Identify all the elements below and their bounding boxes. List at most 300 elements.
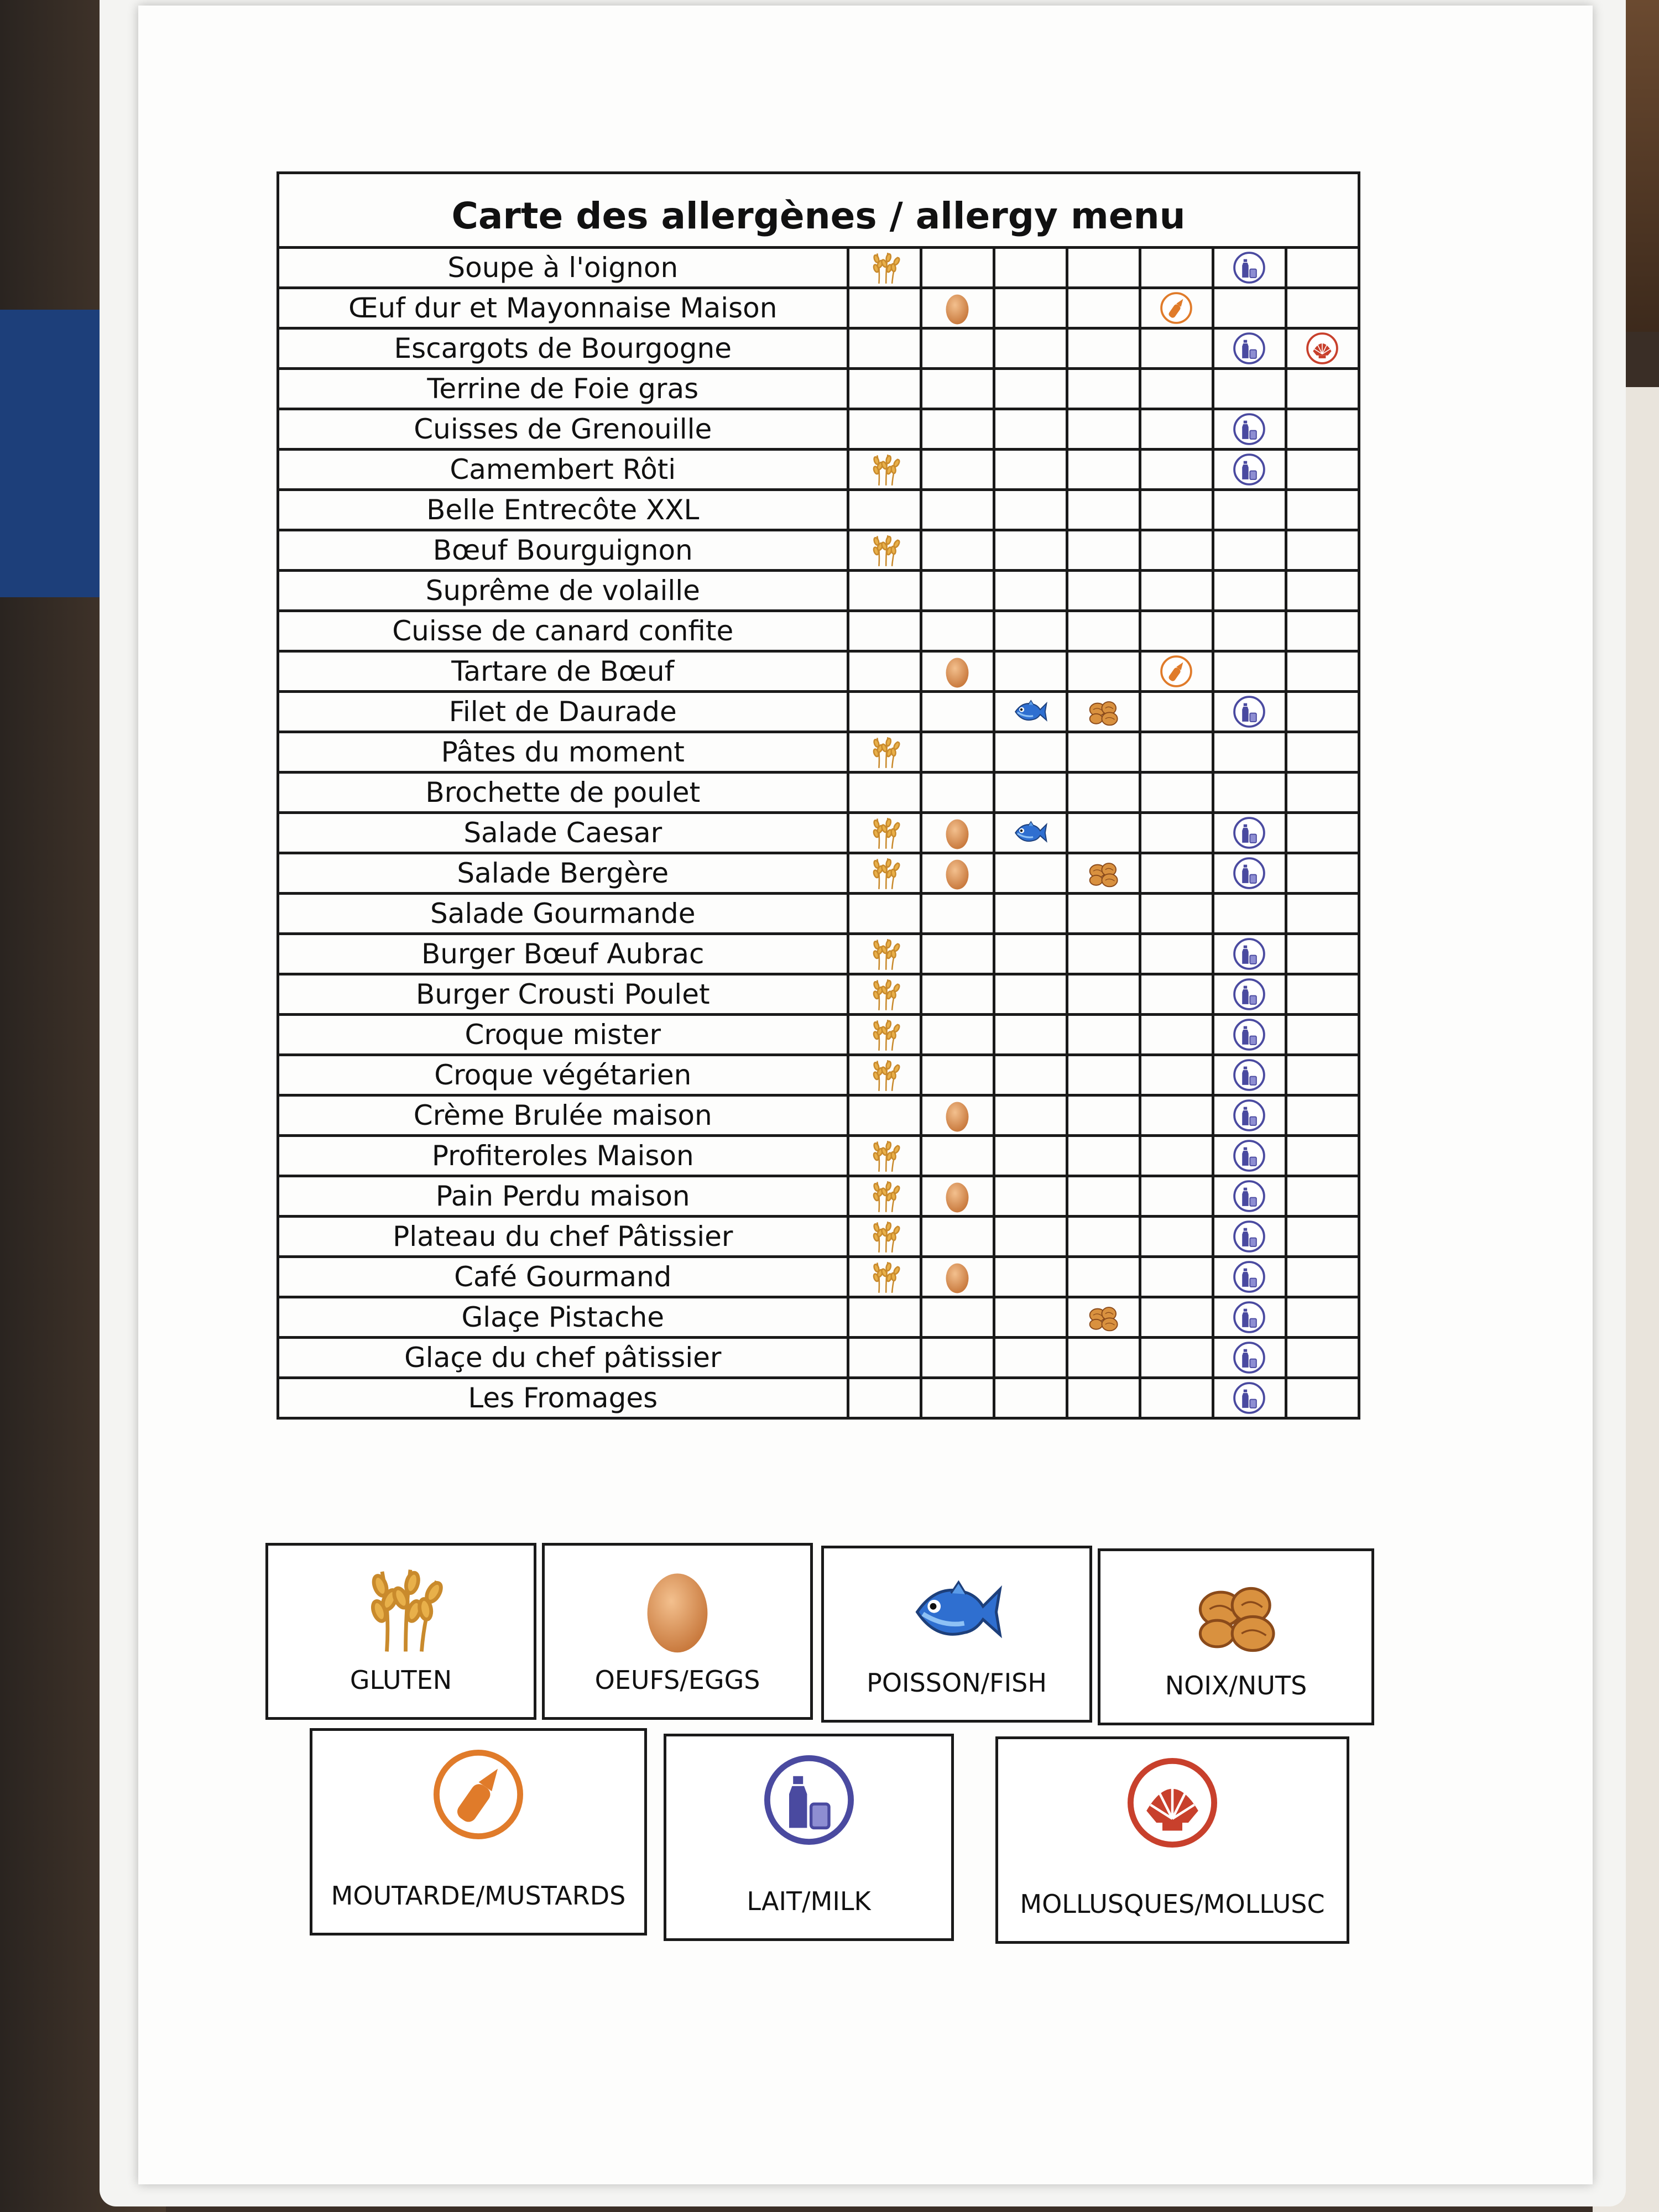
- allergen-cell-fish: [994, 974, 1067, 1015]
- milk-icon: [1232, 1017, 1267, 1052]
- milk-icon: [1232, 1300, 1267, 1335]
- allergen-cell-milk: [1213, 853, 1286, 894]
- allergen-cell-mollusc: [1286, 651, 1359, 692]
- egg-icon: [940, 815, 975, 851]
- wheat-icon: [867, 1219, 902, 1254]
- milk-icon: [1232, 1219, 1267, 1254]
- allergen-cell-milk: [1213, 692, 1286, 732]
- table-row: [278, 692, 1359, 732]
- allergen-cell-fish: [994, 1257, 1067, 1297]
- allergen-cell-fish: [994, 1338, 1067, 1378]
- allergen-cell-nuts: [1067, 1176, 1140, 1217]
- allergen-cell-mollusc: [1286, 1015, 1359, 1055]
- allergen-cell-eggs: [921, 773, 994, 813]
- milk-icon: [1232, 1138, 1267, 1173]
- dish-name: Les Fromages: [278, 1378, 848, 1418]
- allergen-cell-nuts: [1067, 813, 1140, 853]
- allergen-cell-fish: [994, 450, 1067, 490]
- allergen-cell-nuts: [1067, 1378, 1140, 1418]
- allergen-cell-gluten: [848, 571, 921, 611]
- allergen-cell-mustard: [1140, 934, 1213, 974]
- egg-icon: [545, 1559, 810, 1659]
- allergen-cell-mollusc: [1286, 1095, 1359, 1136]
- legend-item-milk: [664, 1734, 954, 1941]
- milk-icon: [1232, 1380, 1267, 1416]
- allergen-cell-mustard: [1140, 813, 1213, 853]
- allergen-cell-mustard: [1140, 409, 1213, 450]
- allergen-cell-fish: [994, 409, 1067, 450]
- allergen-cell-eggs: [921, 288, 994, 328]
- allergen-cell-fish: [994, 328, 1067, 369]
- table-row: [278, 571, 1359, 611]
- allergen-cell-mollusc: [1286, 1136, 1359, 1176]
- allergen-cell-mustard: [1140, 894, 1213, 934]
- allergen-cell-gluten: [848, 853, 921, 894]
- allergen-cell-milk: [1213, 248, 1286, 288]
- allergen-cell-milk: [1213, 1176, 1286, 1217]
- allergen-cell-mollusc: [1286, 1338, 1359, 1378]
- allergen-cell-milk: [1213, 773, 1286, 813]
- egg-icon: [940, 1178, 975, 1214]
- legend-label: MOUTARDE/MUSTARDS: [331, 1881, 626, 1911]
- allergen-cell-eggs: [921, 369, 994, 409]
- milk-icon: [1232, 331, 1267, 366]
- table-row: [278, 1217, 1359, 1257]
- dish-name: Croque mister: [278, 1015, 848, 1055]
- dish-name: Salade Gourmande: [278, 894, 848, 934]
- allergen-cell-mollusc: [1286, 1055, 1359, 1095]
- allergen-cell-mustard: [1140, 1136, 1213, 1176]
- allergen-cell-mustard: [1140, 1055, 1213, 1095]
- allergen-cell-nuts: [1067, 894, 1140, 934]
- allergen-cell-nuts: [1067, 934, 1140, 974]
- allergen-cell-nuts: [1067, 1257, 1140, 1297]
- allergen-cell-eggs: [921, 1217, 994, 1257]
- allergen-cell-eggs: [921, 692, 994, 732]
- dish-name: Filet de Daurade: [278, 692, 848, 732]
- fish-icon: [1013, 815, 1048, 851]
- milk-icon: [1232, 1178, 1267, 1214]
- allergen-cell-mustard: [1140, 530, 1213, 571]
- allergen-cell-nuts: [1067, 1015, 1140, 1055]
- allergen-cell-nuts: [1067, 369, 1140, 409]
- allergen-cell-nuts: [1067, 409, 1140, 450]
- allergen-cell-eggs: [921, 732, 994, 773]
- allergen-cell-mustard: [1140, 773, 1213, 813]
- allergen-cell-gluten: [848, 1015, 921, 1055]
- allergen-cell-milk: [1213, 813, 1286, 853]
- allergen-cell-mollusc: [1286, 571, 1359, 611]
- egg-icon: [940, 1259, 975, 1295]
- allergen-cell-gluten: [848, 369, 921, 409]
- allergen-cell-mollusc: [1286, 1378, 1359, 1418]
- wheat-icon: [867, 734, 902, 770]
- allergen-cell-mustard: [1140, 1297, 1213, 1338]
- allergen-cell-milk: [1213, 1217, 1286, 1257]
- allergen-cell-milk: [1213, 1378, 1286, 1418]
- allergen-cell-eggs: [921, 1257, 994, 1297]
- allergen-cell-milk: [1213, 1297, 1286, 1338]
- table-row: [278, 732, 1359, 773]
- allergen-cell-gluten: [848, 328, 921, 369]
- milk-icon: [1232, 1098, 1267, 1133]
- allergen-cell-mollusc: [1286, 248, 1359, 288]
- milk-icon: [1232, 411, 1267, 447]
- wheat-icon: [867, 452, 902, 487]
- milk-icon: [666, 1750, 951, 1850]
- allergen-cell-nuts: [1067, 1055, 1140, 1095]
- allergen-cell-milk: [1213, 1136, 1286, 1176]
- allergen-cell-fish: [994, 773, 1067, 813]
- table-row: [278, 974, 1359, 1015]
- wheat-icon: [867, 250, 902, 285]
- table-row: [278, 409, 1359, 450]
- table-row: [278, 773, 1359, 813]
- allergen-cell-gluten: [848, 1257, 921, 1297]
- allergen-cell-gluten: [848, 288, 921, 328]
- allergen-cell-gluten: [848, 974, 921, 1015]
- dish-name: Salade Bergère: [278, 853, 848, 894]
- allergen-cell-gluten: [848, 773, 921, 813]
- allergen-cell-milk: [1213, 328, 1286, 369]
- allergen-cell-milk: [1213, 894, 1286, 934]
- allergen-cell-milk: [1213, 530, 1286, 571]
- allergen-cell-eggs: [921, 1176, 994, 1217]
- allergen-cell-milk: [1213, 934, 1286, 974]
- table-row: [278, 813, 1359, 853]
- dish-name: Café Gourmand: [278, 1257, 848, 1297]
- allergen-cell-mustard: [1140, 248, 1213, 288]
- allergen-cell-nuts: [1067, 288, 1140, 328]
- allergen-cell-milk: [1213, 369, 1286, 409]
- allergen-cell-mustard: [1140, 288, 1213, 328]
- allergen-cell-mollusc: [1286, 894, 1359, 934]
- table-row: [278, 1136, 1359, 1176]
- allergen-cell-mollusc: [1286, 369, 1359, 409]
- dish-name: Brochette de poulet: [278, 773, 848, 813]
- allergen-cell-mustard: [1140, 853, 1213, 894]
- allergen-cell-mustard: [1140, 651, 1213, 692]
- allergen-cell-gluten: [848, 1217, 921, 1257]
- allergen-cell-eggs: [921, 571, 994, 611]
- allergen-cell-fish: [994, 248, 1067, 288]
- wheat-icon: [867, 855, 902, 891]
- mustard-icon: [312, 1745, 644, 1844]
- allergen-cell-milk: [1213, 1055, 1286, 1095]
- table-row: [278, 1338, 1359, 1378]
- milk-icon: [1232, 694, 1267, 729]
- legend-item-gluten: [265, 1543, 536, 1720]
- allergen-cell-gluten: [848, 732, 921, 773]
- allergen-cell-mustard: [1140, 1378, 1213, 1418]
- allergen-cell-eggs: [921, 1015, 994, 1055]
- allergen-cell-fish: [994, 369, 1067, 409]
- allergen-cell-mollusc: [1286, 450, 1359, 490]
- allergen-cell-fish: [994, 1378, 1067, 1418]
- allergen-cell-mollusc: [1286, 1217, 1359, 1257]
- allergen-cell-fish: [994, 894, 1067, 934]
- table-row: [278, 1055, 1359, 1095]
- table-row: [278, 450, 1359, 490]
- allergen-cell-mustard: [1140, 490, 1213, 530]
- allergen-cell-milk: [1213, 1015, 1286, 1055]
- legend-item-nuts: [1098, 1548, 1374, 1725]
- legend-label: OEUFS/EGGS: [594, 1665, 760, 1695]
- table-row: [278, 248, 1359, 288]
- milk-icon: [1232, 1057, 1267, 1093]
- allergen-cell-eggs: [921, 934, 994, 974]
- allergen-cell-nuts: [1067, 1297, 1140, 1338]
- allergen-cell-mollusc: [1286, 974, 1359, 1015]
- dish-name: Burger Crousti Poulet: [278, 974, 848, 1015]
- allergen-cell-milk: [1213, 409, 1286, 450]
- allergen-cell-fish: [994, 571, 1067, 611]
- allergen-cell-mollusc: [1286, 409, 1359, 450]
- allergen-cell-fish: [994, 1176, 1067, 1217]
- allergen-cell-eggs: [921, 450, 994, 490]
- dish-name: Cuisses de Grenouille: [278, 409, 848, 450]
- mustard-icon: [1159, 290, 1194, 326]
- allergen-cell-mollusc: [1286, 328, 1359, 369]
- milk-icon: [1232, 1340, 1267, 1375]
- allergen-cell-milk: [1213, 611, 1286, 651]
- table-row: [278, 328, 1359, 369]
- allergen-cell-gluten: [848, 692, 921, 732]
- allergen-cell-mollusc: [1286, 1176, 1359, 1217]
- table-row: [278, 1176, 1359, 1217]
- allergen-cell-nuts: [1067, 651, 1140, 692]
- table-row: [278, 288, 1359, 328]
- allergen-cell-fish: [994, 813, 1067, 853]
- allergen-cell-eggs: [921, 1055, 994, 1095]
- legend-label: MOLLUSQUES/MOLLUSC: [1020, 1889, 1325, 1919]
- allergen-cell-nuts: [1067, 530, 1140, 571]
- allergen-cell-mollusc: [1286, 732, 1359, 773]
- allergen-cell-milk: [1213, 288, 1286, 328]
- allergen-cell-gluten: [848, 813, 921, 853]
- allergen-cell-gluten: [848, 651, 921, 692]
- allergen-cell-eggs: [921, 248, 994, 288]
- wheat-icon: [268, 1559, 534, 1659]
- allergen-cell-mustard: [1140, 369, 1213, 409]
- allergen-cell-fish: [994, 934, 1067, 974]
- wheat-icon: [867, 1178, 902, 1214]
- mollusc-icon: [1305, 331, 1340, 366]
- allergen-cell-mollusc: [1286, 1297, 1359, 1338]
- table-row: [278, 1095, 1359, 1136]
- dish-name: Belle Entrecôte XXL: [278, 490, 848, 530]
- egg-icon: [940, 654, 975, 689]
- allergen-cell-fish: [994, 692, 1067, 732]
- allergen-cell-eggs: [921, 490, 994, 530]
- allergen-cell-gluten: [848, 530, 921, 571]
- dish-name: Pain Perdu maison: [278, 1176, 848, 1217]
- allergen-cell-eggs: [921, 813, 994, 853]
- nuts-icon: [1086, 694, 1121, 729]
- allergen-cell-eggs: [921, 1095, 994, 1136]
- dish-name: Bœuf Bourguignon: [278, 530, 848, 571]
- dish-name: Camembert Rôti: [278, 450, 848, 490]
- milk-icon: [1232, 250, 1267, 285]
- dish-name: Glaçe du chef pâtissier: [278, 1338, 848, 1378]
- allergen-cell-fish: [994, 853, 1067, 894]
- allergen-cell-mollusc: [1286, 692, 1359, 732]
- allergen-cell-gluten: [848, 1136, 921, 1176]
- allergen-cell-gluten: [848, 894, 921, 934]
- allergen-cell-gluten: [848, 409, 921, 450]
- wheat-icon: [867, 1138, 902, 1173]
- allergen-cell-gluten: [848, 1055, 921, 1095]
- egg-icon: [940, 855, 975, 891]
- allergen-cell-mustard: [1140, 1257, 1213, 1297]
- allergen-cell-eggs: [921, 1136, 994, 1176]
- dish-name: Pâtes du moment: [278, 732, 848, 773]
- allergen-cell-eggs: [921, 974, 994, 1015]
- allergen-cell-fish: [994, 1297, 1067, 1338]
- allergen-cell-fish: [994, 611, 1067, 651]
- allergen-cell-nuts: [1067, 611, 1140, 651]
- milk-icon: [1232, 452, 1267, 487]
- milk-icon: [1232, 855, 1267, 891]
- allergen-cell-gluten: [848, 1095, 921, 1136]
- allergen-cell-milk: [1213, 490, 1286, 530]
- table-row: [278, 651, 1359, 692]
- allergen-cell-nuts: [1067, 1217, 1140, 1257]
- allergen-cell-milk: [1213, 1257, 1286, 1297]
- allergen-cell-eggs: [921, 894, 994, 934]
- allergen-cell-eggs: [921, 1378, 994, 1418]
- egg-icon: [940, 290, 975, 326]
- table-row: [278, 490, 1359, 530]
- allergen-cell-milk: [1213, 974, 1286, 1015]
- allergen-cell-eggs: [921, 1338, 994, 1378]
- allergen-cell-gluten: [848, 1378, 921, 1418]
- legend-label: GLUTEN: [349, 1665, 452, 1695]
- wheat-icon: [867, 1017, 902, 1052]
- allergen-cell-mustard: [1140, 1338, 1213, 1378]
- table-row: [278, 1378, 1359, 1418]
- allergen-cell-milk: [1213, 571, 1286, 611]
- table-row: [278, 894, 1359, 934]
- allergen-cell-eggs: [921, 853, 994, 894]
- allergen-cell-fish: [994, 1095, 1067, 1136]
- table-row: [278, 1015, 1359, 1055]
- wheat-icon: [867, 1057, 902, 1093]
- allergen-cell-nuts: [1067, 450, 1140, 490]
- table-row: [278, 934, 1359, 974]
- allergen-cell-fish: [994, 1136, 1067, 1176]
- allergen-cell-nuts: [1067, 853, 1140, 894]
- allergen-cell-mustard: [1140, 1095, 1213, 1136]
- wheat-icon: [867, 815, 902, 851]
- dish-name: Suprême de volaille: [278, 571, 848, 611]
- dish-name: Escargots de Bourgogne: [278, 328, 848, 369]
- milk-icon: [1232, 977, 1267, 1012]
- allergen-cell-mollusc: [1286, 813, 1359, 853]
- allergen-cell-mollusc: [1286, 773, 1359, 813]
- table-row: [278, 853, 1359, 894]
- wheat-icon: [867, 533, 902, 568]
- dish-name: Terrine de Foie gras: [278, 369, 848, 409]
- allergen-cell-gluten: [848, 611, 921, 651]
- allergen-cell-gluten: [848, 1176, 921, 1217]
- allergen-cell-eggs: [921, 651, 994, 692]
- allergen-cell-nuts: [1067, 1095, 1140, 1136]
- allergen-cell-mollusc: [1286, 934, 1359, 974]
- allergen-cell-nuts: [1067, 732, 1140, 773]
- table-row: [278, 1297, 1359, 1338]
- allergen-cell-mustard: [1140, 450, 1213, 490]
- allergen-cell-mollusc: [1286, 490, 1359, 530]
- dish-name: Profiteroles Maison: [278, 1136, 848, 1176]
- allergen-cell-nuts: [1067, 328, 1140, 369]
- fish-icon: [1013, 694, 1048, 729]
- legend-label: POISSON/FISH: [867, 1668, 1047, 1698]
- allergen-cell-milk: [1213, 651, 1286, 692]
- allergen-table: [276, 171, 1360, 1420]
- allergen-cell-milk: [1213, 732, 1286, 773]
- allergen-cell-milk: [1213, 1095, 1286, 1136]
- allergen-cell-fish: [994, 288, 1067, 328]
- allergen-cell-fish: [994, 651, 1067, 692]
- legend-label: LAIT/MILK: [747, 1886, 871, 1916]
- allergen-cell-nuts: [1067, 692, 1140, 732]
- egg-icon: [940, 1098, 975, 1133]
- legend-item-mollusc: [995, 1736, 1349, 1944]
- allergen-cell-milk: [1213, 1338, 1286, 1378]
- allergen-cell-eggs: [921, 409, 994, 450]
- allergen-cell-mustard: [1140, 611, 1213, 651]
- allergen-cell-fish: [994, 1217, 1067, 1257]
- legend-item-fish: [821, 1546, 1092, 1723]
- fish-icon: [824, 1562, 1089, 1662]
- allergen-cell-eggs: [921, 1297, 994, 1338]
- table-row: [278, 611, 1359, 651]
- dish-name: Croque végétarien: [278, 1055, 848, 1095]
- table-row: [278, 530, 1359, 571]
- dish-name: Salade Caesar: [278, 813, 848, 853]
- dish-name: Glaçe Pistache: [278, 1297, 848, 1338]
- dish-name: Crème Brulée maison: [278, 1095, 848, 1136]
- allergen-cell-nuts: [1067, 1338, 1140, 1378]
- allergen-cell-fish: [994, 1055, 1067, 1095]
- mollusc-icon: [998, 1753, 1347, 1853]
- allergen-cell-eggs: [921, 530, 994, 571]
- allergen-cell-mustard: [1140, 1217, 1213, 1257]
- allergen-cell-gluten: [848, 934, 921, 974]
- dish-name: Cuisse de canard confite: [278, 611, 848, 651]
- allergen-cell-eggs: [921, 611, 994, 651]
- allergen-cell-nuts: [1067, 571, 1140, 611]
- allergen-cell-fish: [994, 490, 1067, 530]
- legend-label: NOIX/NUTS: [1165, 1671, 1307, 1700]
- nuts-icon: [1086, 855, 1121, 891]
- dish-name: Tartare de Bœuf: [278, 651, 848, 692]
- allergen-cell-nuts: [1067, 773, 1140, 813]
- dish-name: Burger Bœuf Aubrac: [278, 934, 848, 974]
- allergen-cell-mustard: [1140, 692, 1213, 732]
- allergen-cell-gluten: [848, 248, 921, 288]
- allergen-cell-mollusc: [1286, 1257, 1359, 1297]
- milk-icon: [1232, 815, 1267, 851]
- nuts-icon: [1086, 1300, 1121, 1335]
- allergen-cell-mollusc: [1286, 611, 1359, 651]
- allergen-cell-gluten: [848, 1297, 921, 1338]
- allergen-cell-fish: [994, 530, 1067, 571]
- wheat-icon: [867, 1259, 902, 1295]
- allergen-cell-gluten: [848, 490, 921, 530]
- nuts-icon: [1100, 1565, 1371, 1665]
